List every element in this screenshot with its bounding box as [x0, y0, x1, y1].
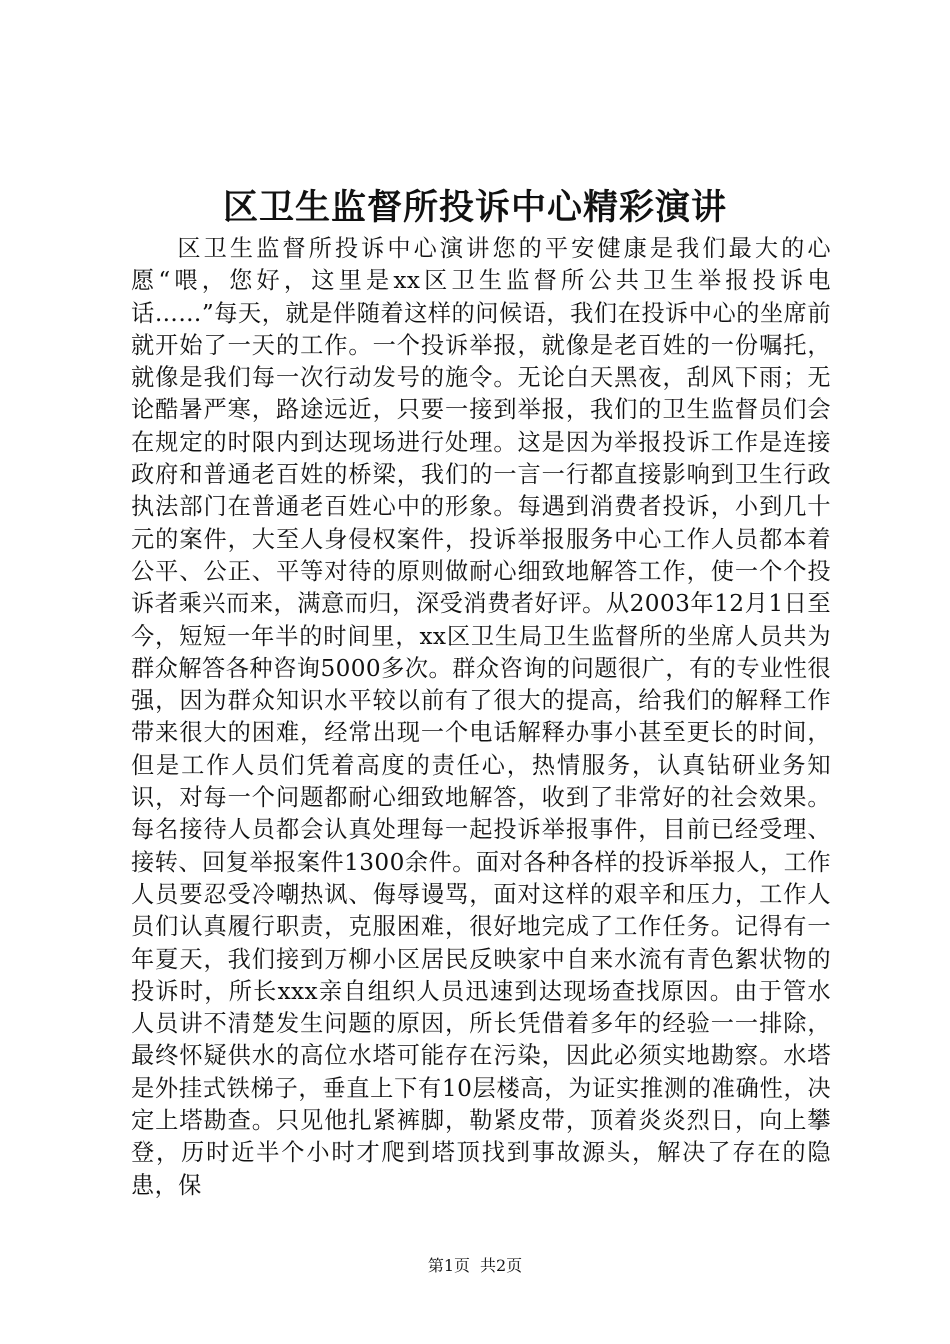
- document-title: 区卫生监督所投诉中心精彩演讲: [222, 187, 727, 228]
- page-number: 第1页: [427, 1256, 470, 1275]
- page-total: 共2页: [480, 1256, 523, 1275]
- document-body: [131, 233, 831, 1202]
- body-paragraph: 区卫生监督所投诉中心演讲您的平安健康是我们最大的心愿“喂，您好，这里是xx区卫生监督所公共卫生举报投诉电话……”每天，就是伴随着这样的问候语，我们在投诉中心的坐席前就开始了一天的工作。一个投诉举报，就像是老百姓的一份嘱托，就像是我们每一次行动发号的施令。无论白天黑夜，刮风下雨；无论酷暑严寒，路途远近，只要一接到举报，我们的卫生监督员们会在规定的时限内到达现场进行处理。这是因为举报投诉工作是连接政府和普通老百姓的桥梁，我们的一言一行都直接影响到卫生行政执法部门在普通老百姓心中的形象。每遇到消费者投诉，小到几十元的案件，大至人身侵权案件，投诉举报服务中心工作人员都本着公平、公正、平等对待的原则做耐心细致地解答工作，使一个个投诉者乘兴而来，满意而归，深受消费者好评。从2003年12月1日至今，短短一年半的时间里，xx区卫生局卫生监督所的坐席人员共为群众解答各种咨询5000多次。群众咨询的问题很广，有的专业性很强，因为群众知识水平较以前有了很大的提高，给我们的解释工作带来很大的困难，经常出现一个电话解释办事小甚至更长的时间，但是工作人员们凭着高度的责任心，热情服务，认真钻研业务知识，对每一个问题都耐心细致地解答，收到了非常好的社会效果。每名接待人员都会认真处理每一起投诉举报事件，目前已经受理、接转、回复举报案件1300余件。面对各种各样的投诉举报人，工作人员要忍受冷嘲热讽、侮辱谩骂，面对这样的艰辛和压力，工作人员们认真履行职责，克服困难，很好地完成了工作任务。记得有一年夏天，我们接到万柳小区居民反映家中自来水流有青色絮状物的投诉时，所长xxx亲自组织人员迅速到达现场查找原因。由于管水人员讲不清楚发生问题的原因，所长凭借着多年的经验一一排除，最终怀疑供水的高位水塔可能存在污染，因此必须实地勘察。水塔是外挂式铁梯子，垂直上下有10层楼高，为证实推测的准确性，决定上塔勘查。只见他扎紧裤脚，勒紧皮带，顶着炎炎烈日，向上攀登，历时近半个小时才爬到塔顶找到事故源头，解决了存在的隐患，保: [131, 235, 831, 1199]
- page-footer: [0, 1255, 950, 1277]
